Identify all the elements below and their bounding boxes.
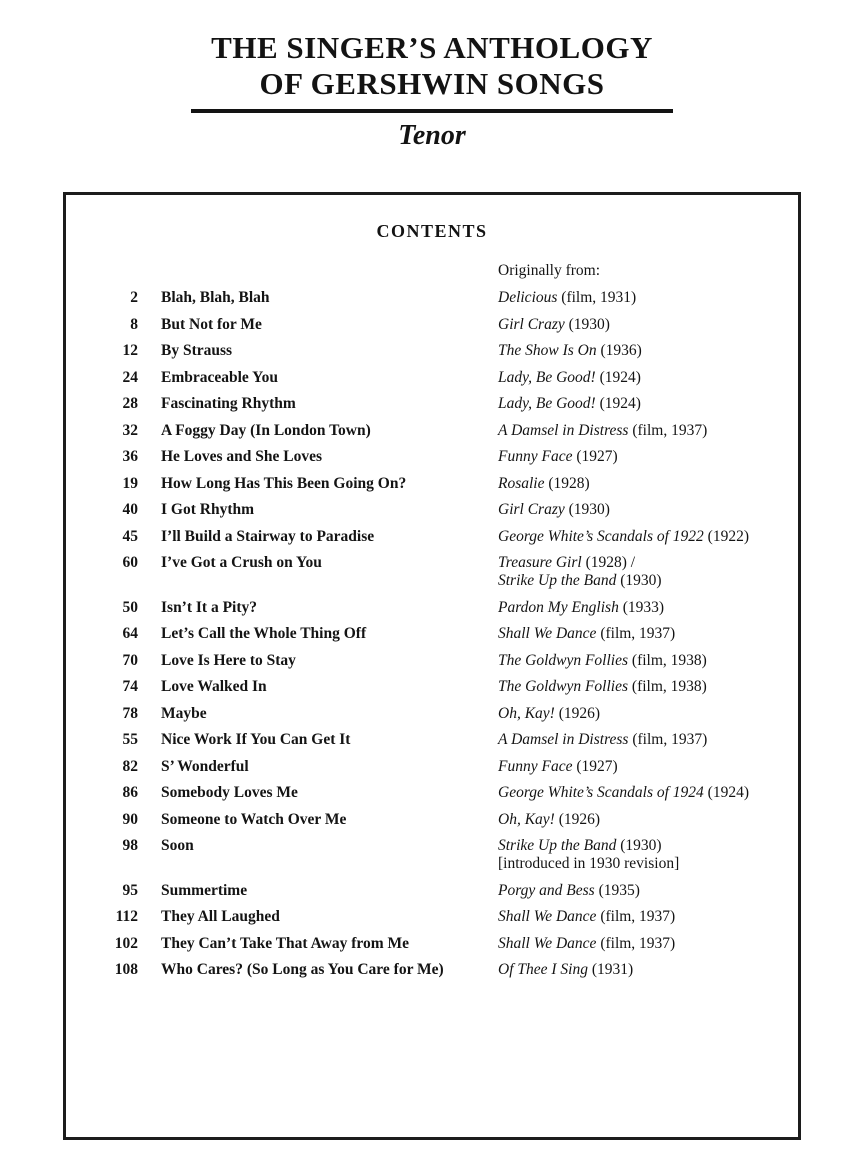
- song-source: [498, 652, 798, 670]
- toc-row: [66, 475, 798, 493]
- originally-from-label: Originally from:: [498, 262, 601, 279]
- page-number: 78: [122, 704, 138, 722]
- song-title: By Strauss: [161, 342, 233, 359]
- song-title: Somebody Loves Me: [161, 784, 298, 801]
- page-number: 24: [122, 368, 138, 386]
- page-number: 19: [122, 474, 138, 492]
- song-title: Summertime: [161, 881, 248, 899]
- toc-row: [66, 758, 798, 776]
- song-title: Let’s Call the Whole Thing Off: [161, 625, 367, 642]
- song-title: Someone to Watch Over Me: [161, 810, 347, 828]
- toc-row: [66, 289, 798, 307]
- toc-row: [66, 882, 798, 900]
- song-title: Embraceable You: [161, 368, 278, 386]
- toc-row: [66, 625, 798, 643]
- song-title: Blah, Blah, Blah: [161, 289, 270, 306]
- song-source-line: Porgy and Bess (1935): [498, 881, 640, 899]
- page-number: 70: [122, 651, 138, 669]
- toc-row: [66, 501, 798, 519]
- song-source: [498, 395, 798, 413]
- song-source: [498, 837, 798, 873]
- song-source-line: [introduced in 1930 revision]: [498, 855, 680, 872]
- song-source-line: Lady, Be Good! (1924): [498, 368, 641, 386]
- page-number: 108: [114, 961, 138, 978]
- song-source-line: Funny Face (1927): [498, 448, 618, 465]
- song-title: Maybe: [161, 704, 207, 722]
- page-number: 2: [130, 289, 138, 306]
- song-source-line: Shall We Dance (film, 1937): [498, 934, 676, 952]
- page-number: 55: [122, 731, 138, 748]
- voice-type-subtitle: Tenor: [398, 120, 466, 151]
- page-number: 32: [122, 421, 138, 439]
- song-source: [498, 908, 798, 926]
- toc-row: [66, 935, 798, 953]
- toc-row: [66, 908, 798, 926]
- toc-row: [66, 342, 798, 360]
- song-source-line: Delicious (film, 1931): [498, 289, 637, 306]
- page-number: 82: [122, 757, 138, 775]
- song-title: Soon: [161, 837, 194, 854]
- song-source: [498, 678, 798, 696]
- toc-row: [66, 961, 798, 979]
- song-source-line: Oh, Kay! (1926): [498, 704, 601, 722]
- song-title: They Can’t Take That Away from Me: [161, 934, 410, 952]
- song-title: A Foggy Day (In London Town): [161, 421, 371, 439]
- toc-row: [66, 705, 798, 723]
- page-number: 95: [122, 881, 138, 899]
- song-title: I’ve Got a Crush on You: [161, 554, 322, 571]
- page-number: 40: [122, 501, 138, 518]
- song-source: [498, 882, 798, 900]
- toc-row: [66, 528, 798, 546]
- song-source-line: Shall We Dance (film, 1937): [498, 908, 676, 925]
- toc-row: [66, 316, 798, 334]
- song-title: But Not for Me: [161, 315, 262, 333]
- song-source-line: Shall We Dance (film, 1937): [498, 625, 676, 642]
- toc-row: [66, 811, 798, 829]
- page-number: 112: [115, 908, 138, 925]
- toc-row: [66, 731, 798, 749]
- song-title: Who Cares? (So Long as You Care for Me): [161, 961, 444, 978]
- song-source-line: A Damsel in Distress (film, 1937): [498, 421, 708, 439]
- song-title: They All Laughed: [161, 908, 280, 925]
- page-number: 86: [122, 784, 138, 801]
- song-title: Nice Work If You Can Get It: [161, 731, 351, 748]
- toc-row: [66, 369, 798, 387]
- title-rule: [191, 109, 673, 113]
- toc-row: [66, 395, 798, 413]
- song-source-line: Treasure Girl (1928) /: [498, 554, 636, 571]
- song-source-line: Pardon My English (1933): [498, 598, 665, 616]
- song-source: [498, 811, 798, 829]
- song-title: S’ Wonderful: [161, 757, 249, 775]
- toc-rows: [66, 289, 798, 979]
- song-source: [498, 554, 798, 590]
- toc-row: [66, 784, 798, 802]
- toc-row: [66, 837, 798, 873]
- song-source-line: Girl Crazy (1930): [498, 501, 610, 518]
- song-source: [498, 731, 798, 749]
- page-number: 28: [122, 395, 138, 412]
- song-source-line: Girl Crazy (1930): [498, 315, 610, 333]
- song-title: I Got Rhythm: [161, 501, 255, 518]
- contents-box: [63, 192, 801, 1140]
- song-source: [498, 475, 798, 493]
- page-number: 12: [122, 342, 138, 359]
- song-source: [498, 342, 798, 360]
- song-source: [498, 935, 798, 953]
- toc-row: [66, 422, 798, 440]
- song-source: [498, 448, 798, 466]
- song-source-line: A Damsel in Distress (film, 1937): [498, 731, 708, 748]
- song-source-line: Strike Up the Band (1930): [498, 572, 662, 589]
- song-source: [498, 961, 798, 979]
- song-source: [498, 316, 798, 334]
- song-source-line: The Show Is On (1936): [498, 342, 642, 359]
- song-source: [498, 422, 798, 440]
- page-number: 64: [122, 625, 138, 642]
- page-number: 90: [122, 810, 138, 828]
- toc-row: [66, 448, 798, 466]
- song-source: [498, 784, 798, 802]
- toc-row: [66, 554, 798, 590]
- song-title: Fascinating Rhythm: [161, 395, 296, 412]
- song-source-line: George White’s Scandals of 1922 (1922): [498, 527, 749, 545]
- song-title: How Long Has This Been Going On?: [161, 474, 407, 492]
- song-source-line: Of Thee I Sing (1931): [498, 961, 634, 978]
- song-source-line: Lady, Be Good! (1924): [498, 395, 641, 412]
- toc-row: [66, 678, 798, 696]
- page-number: 74: [122, 678, 138, 695]
- page-number: 98: [122, 837, 138, 854]
- page-number: 60: [122, 554, 138, 571]
- song-source: [498, 705, 798, 723]
- song-source-line: The Goldwyn Follies (film, 1938): [498, 651, 707, 669]
- song-source-line: George White’s Scandals of 1924 (1924): [498, 784, 749, 801]
- song-source-line: Rosalie (1928): [498, 474, 590, 492]
- page-number: 36: [122, 448, 138, 465]
- song-source-line: Funny Face (1927): [498, 757, 618, 775]
- song-title: I’ll Build a Stairway to Paradise: [161, 527, 375, 545]
- book-title: [0, 30, 864, 102]
- page-header: [0, 0, 864, 152]
- song-source-line: Strike Up the Band (1930): [498, 837, 662, 854]
- page-number: 102: [114, 934, 138, 952]
- song-title: Isn’t It a Pity?: [161, 598, 258, 616]
- song-source-line: The Goldwyn Follies (film, 1938): [498, 678, 707, 695]
- song-title: He Loves and She Loves: [161, 448, 323, 465]
- page-number: 45: [122, 527, 138, 545]
- song-title: Love Is Here to Stay: [161, 651, 296, 669]
- song-source: [498, 528, 798, 546]
- song-source: [498, 758, 798, 776]
- song-source: [498, 625, 798, 643]
- song-source: [498, 289, 798, 307]
- song-source: [498, 369, 798, 387]
- contents-heading: CONTENTS: [376, 221, 488, 241]
- page-number: 50: [122, 598, 138, 616]
- page-number: 8: [130, 315, 138, 333]
- toc-row: [66, 599, 798, 617]
- song-source: [498, 599, 798, 617]
- song-source: [498, 501, 798, 519]
- book-title-line1: THE SINGER’S ANTHOLOGY: [211, 30, 653, 65]
- toc-row: [66, 652, 798, 670]
- song-title: Love Walked In: [161, 678, 267, 695]
- book-title-line2: OF GERSHWIN SONGS: [259, 66, 605, 101]
- song-source-line: Oh, Kay! (1926): [498, 810, 601, 828]
